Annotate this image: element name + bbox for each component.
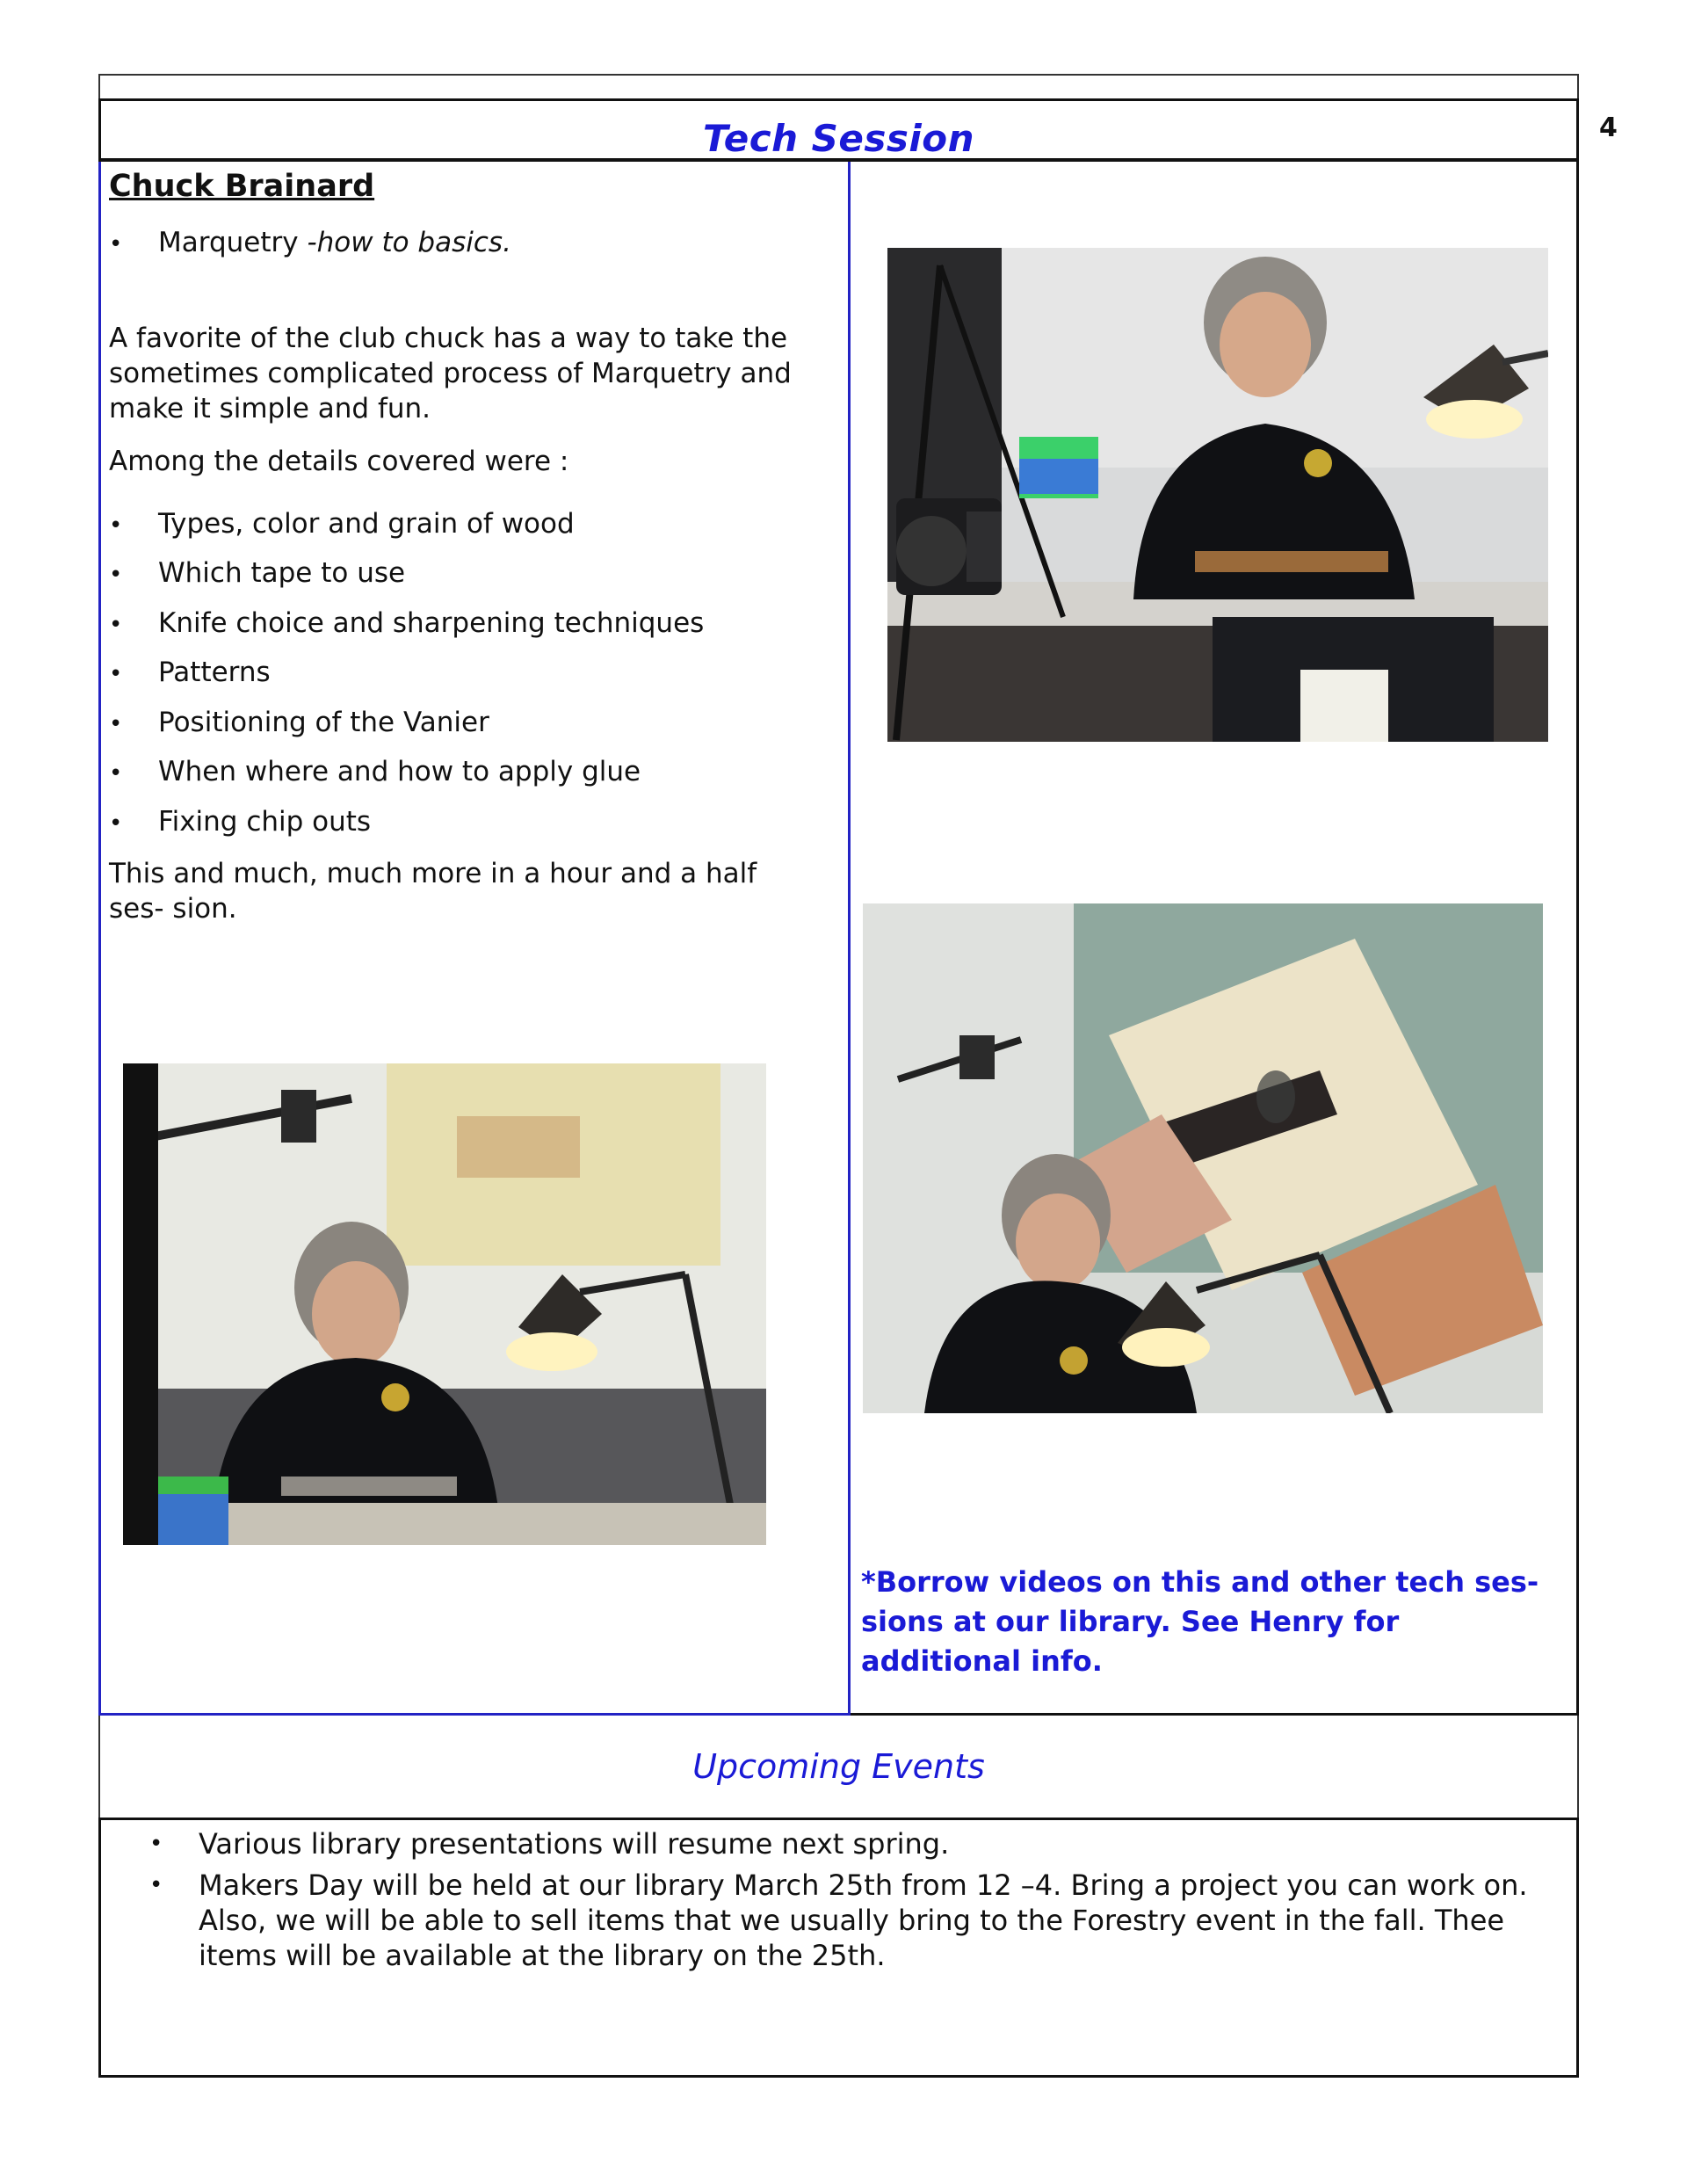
topic-label: Marquetry bbox=[158, 227, 299, 258]
photo-projected-marquetry-work bbox=[863, 903, 1543, 1413]
closing-paragraph: This and much, much more in a hour and a half ses- sion. bbox=[109, 858, 757, 925]
topic-bullet bbox=[109, 227, 511, 258]
section-title: Tech Session bbox=[702, 117, 975, 160]
event-item bbox=[149, 1868, 1543, 1973]
bullet-icon: • bbox=[109, 711, 123, 737]
photo-presenter-with-speaker bbox=[887, 248, 1548, 742]
bullet-icon: • bbox=[149, 1872, 163, 1898]
top-border-strip bbox=[98, 74, 1579, 100]
detail-text: Fixing chip outs bbox=[158, 806, 372, 838]
event-text: Makers Day will be held at our library March 25th from 12 –4. Bring a project you can work on. Also, we will be able to sell items that we usually bring to the Forestry event in the fall. Thee items will be available at the library on the 25th. bbox=[199, 1868, 1528, 1972]
borrow-videos-note: *Borrow videos on this and other tech ses- sions at our library. See Henry for additional info. bbox=[861, 1565, 1539, 1678]
event-item bbox=[149, 1826, 1543, 1861]
detail-text: Positioning of the Vanier bbox=[158, 707, 489, 738]
details-heading: Among the details covered were : bbox=[109, 446, 569, 477]
bullet-icon: • bbox=[109, 562, 123, 588]
detail-item bbox=[109, 607, 704, 639]
bullet-icon: • bbox=[109, 512, 123, 539]
bullet-icon: • bbox=[149, 1831, 163, 1857]
bullet-icon: • bbox=[109, 661, 123, 687]
bullet-icon: • bbox=[109, 612, 123, 638]
bullet-icon: • bbox=[109, 810, 123, 837]
page-number: 4 bbox=[1599, 112, 1618, 143]
detail-item bbox=[109, 707, 489, 738]
detail-item bbox=[109, 557, 405, 589]
detail-text: Which tape to use bbox=[158, 557, 406, 589]
topic-subtitle: -how to basics. bbox=[307, 227, 511, 258]
intro-paragraph: A favorite of the club chuck has a way to take the sometimes complicated process of Marquetry and make it simple and fun. bbox=[109, 323, 792, 424]
photo-presenter-at-lamp bbox=[123, 1063, 766, 1545]
presenter-name: Chuck Brainard bbox=[109, 169, 375, 204]
detail-item bbox=[109, 508, 575, 540]
upcoming-events-header bbox=[98, 1716, 1579, 1818]
detail-item bbox=[109, 756, 641, 787]
upcoming-events-title: Upcoming Events bbox=[692, 1747, 985, 1786]
detail-item bbox=[109, 806, 371, 838]
bullet-icon: • bbox=[109, 231, 123, 258]
detail-text: When where and how to apply glue bbox=[158, 756, 641, 787]
detail-item bbox=[109, 657, 271, 688]
section-title-box bbox=[98, 98, 1579, 162]
bullet-icon: • bbox=[109, 760, 123, 787]
detail-text: Patterns bbox=[158, 657, 271, 688]
detail-text: Types, color and grain of wood bbox=[158, 508, 575, 540]
event-text: Various library presentations will resume next spring. bbox=[199, 1827, 950, 1861]
detail-text: Knife choice and sharpening techniques bbox=[158, 607, 705, 639]
